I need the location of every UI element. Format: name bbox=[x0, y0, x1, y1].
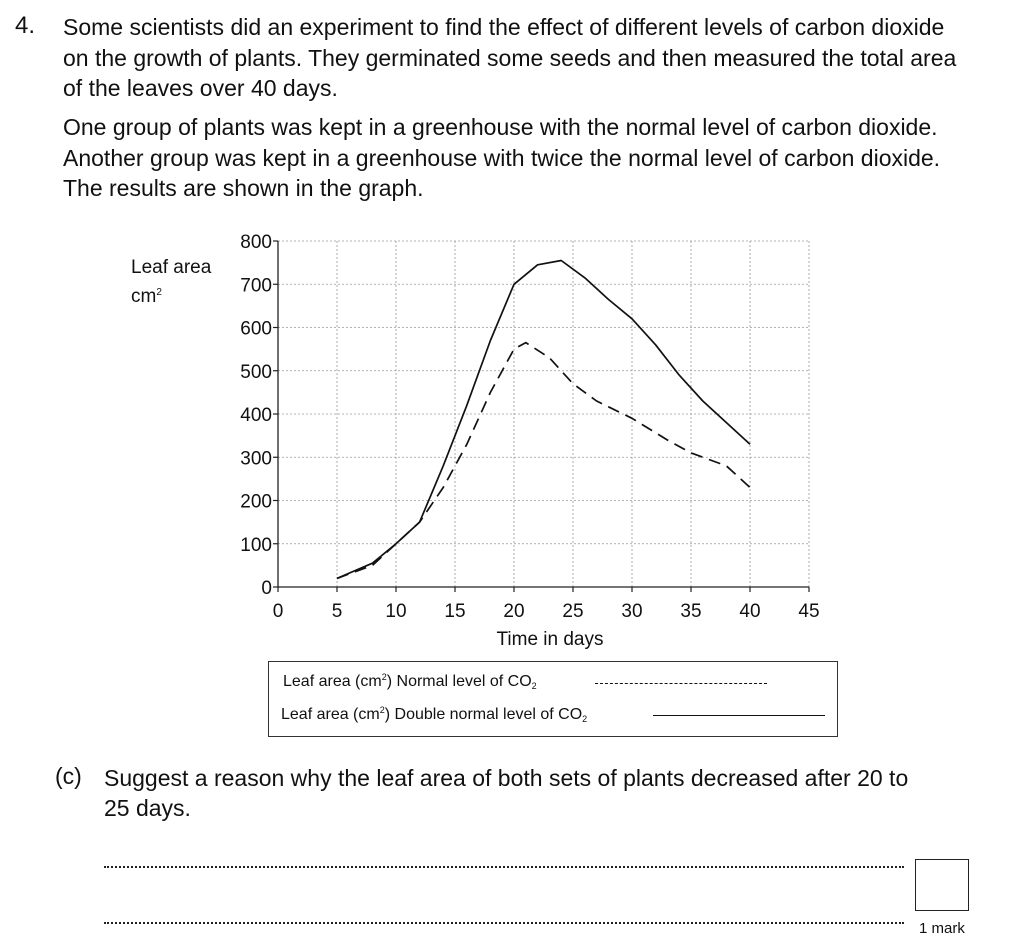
legend-double-co2: Leaf area $(cm^2)$ Double normal level of $CO_2$ bbox=[281, 705, 588, 724]
y-tick-label-800: 800 bbox=[240, 232, 272, 253]
question-number: 4. bbox=[15, 12, 36, 39]
x-tick-label-10: 10 bbox=[385, 601, 407, 622]
y-axis-label-unit-sup: 2 bbox=[156, 287, 162, 298]
y-tick-label-100: 100 bbox=[240, 534, 272, 556]
y-tick-label-700: 700 bbox=[240, 275, 272, 297]
y-tick-label-500: 500 bbox=[240, 361, 272, 383]
series-double-co2-line bbox=[337, 261, 750, 579]
x-tick-label-0: 0 bbox=[272, 601, 284, 622]
series-normal-co2-line bbox=[337, 343, 750, 579]
y-axis-label-line1: Leaf area bbox=[131, 257, 212, 278]
answer-line-2[interactable] bbox=[104, 922, 904, 924]
legend-dashed-line bbox=[595, 683, 767, 684]
y-tick-label-600: 600 bbox=[240, 318, 272, 340]
x-axis-title: Time in days bbox=[496, 629, 604, 650]
question-intro: Some scientists did an experiment to find the effect of different levels of carbon dioxide on the growth of plants. They germinated some seeds and then measured the total area of the leaves over 40 days. bbox=[63, 14, 957, 101]
x-tick-label-40: 40 bbox=[739, 601, 761, 622]
question-context: One group of plants was kept in a greenhouse with the normal level of carbon dioxide. Another group was kept in a greenhouse with twice the normal level of carbon dioxide. The results are shown in the graph. bbox=[63, 114, 941, 201]
answer-line-1[interactable] bbox=[104, 866, 904, 868]
mark-box[interactable] bbox=[915, 859, 969, 911]
x-tick-label-45: 45 bbox=[798, 601, 820, 622]
part-c-label: (c) bbox=[55, 763, 82, 789]
x-tick-label-15: 15 bbox=[444, 601, 466, 622]
part-c-question: Suggest a reason why the leaf area of both sets of plants decreased after 20 to 25 days. bbox=[104, 765, 909, 821]
y-tick-label-0: 0 bbox=[261, 578, 272, 599]
x-tick-label-35: 35 bbox=[680, 601, 702, 622]
legend-normal-co2: Leaf area $(cm^2)$ Normal level of $CO_2$ bbox=[283, 672, 537, 691]
x-tick-label-5: 5 bbox=[331, 601, 343, 622]
mark-label: 1 mark bbox=[919, 920, 965, 937]
chart-legend bbox=[268, 661, 838, 737]
x-tick-label-20: 20 bbox=[503, 601, 525, 622]
y-tick-label-400: 400 bbox=[240, 405, 272, 426]
x-tick-label-25: 25 bbox=[562, 601, 584, 622]
x-tick-label-30: 30 bbox=[621, 601, 643, 622]
y-tick-label-200: 200 bbox=[240, 491, 272, 513]
legend-solid-line bbox=[653, 715, 825, 716]
y-axis-label-unit: cm bbox=[131, 286, 157, 307]
y-tick-label-300: 300 bbox=[240, 448, 272, 470]
